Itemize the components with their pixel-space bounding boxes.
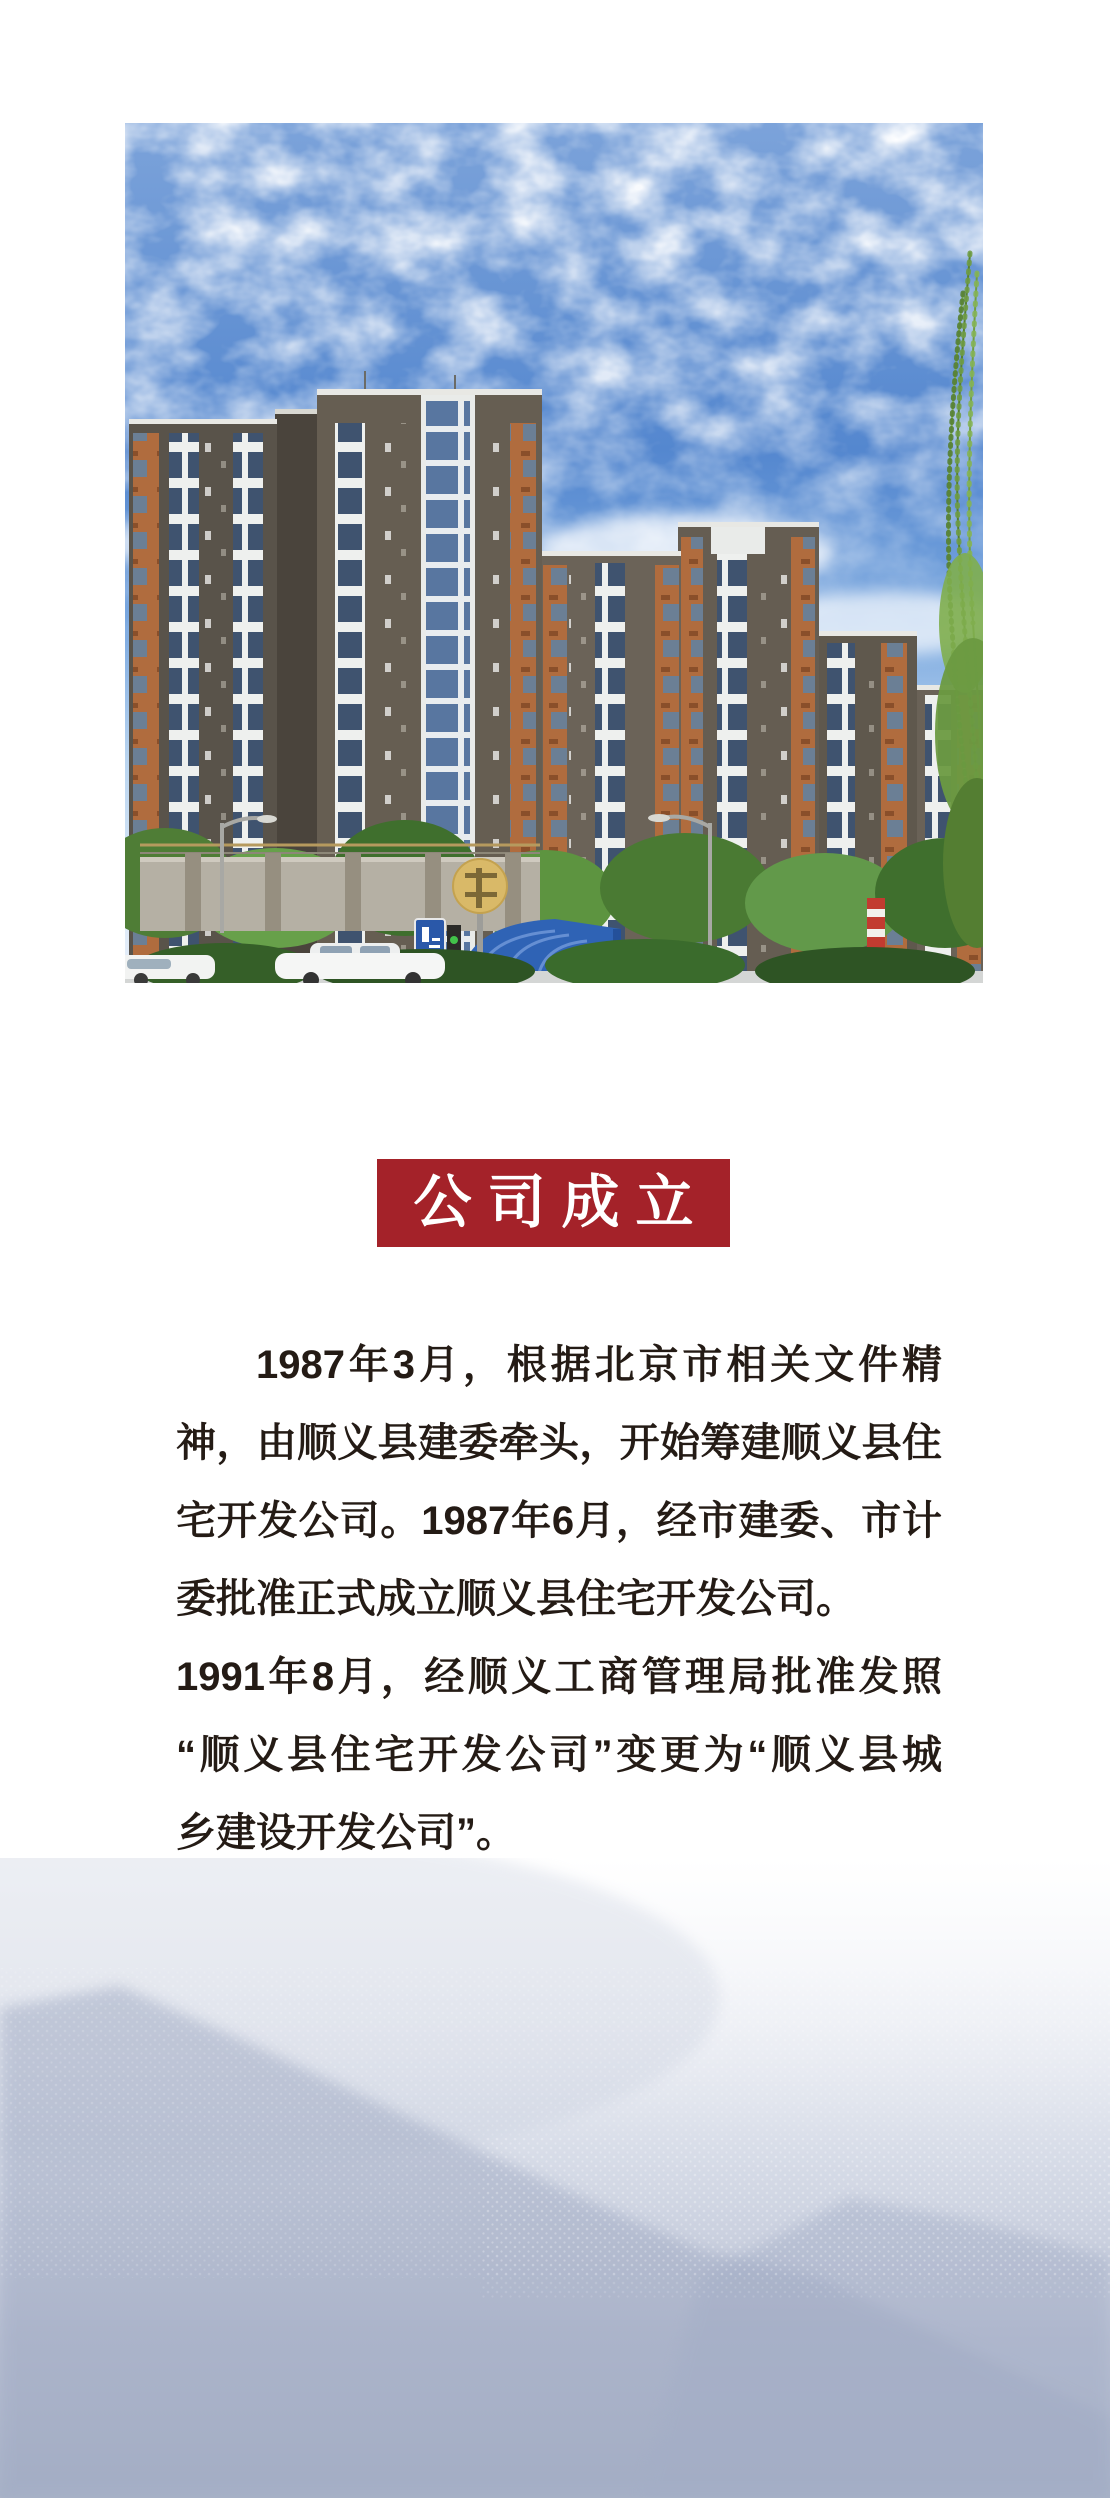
paragraph-line: 神，由顺义县建委牵头，开始筹建顺义县住	[176, 1421, 942, 1465]
photo-illustration	[125, 123, 983, 983]
paragraph-line: 委批准正式成立顺义县住宅开发公司。	[176, 1577, 856, 1621]
paragraph-line: “顺义县住宅开发公司”变更为“顺义县城	[176, 1733, 942, 1777]
paragraph-line: 乡建设开发公司”。	[176, 1811, 516, 1855]
paragraph-line: 宅开发公司。1987年6月，经市建委、市计	[176, 1499, 942, 1543]
halftone-texture	[480, 2138, 1110, 2298]
mist-illustration	[0, 1858, 1110, 2498]
mist-background	[0, 1858, 1110, 2498]
section-title: 公司成立	[413, 1170, 710, 1235]
paragraph-line: 1991年8月，经顺义工商管理局批准发照	[176, 1655, 942, 1699]
residential-buildings-photo	[125, 123, 983, 983]
paragraph-line: 1987年3月，根据北京市相关文件精	[256, 1343, 942, 1387]
body-paragraph	[176, 1326, 942, 1872]
traffic-light	[447, 925, 461, 951]
section-title-banner	[377, 1159, 730, 1247]
